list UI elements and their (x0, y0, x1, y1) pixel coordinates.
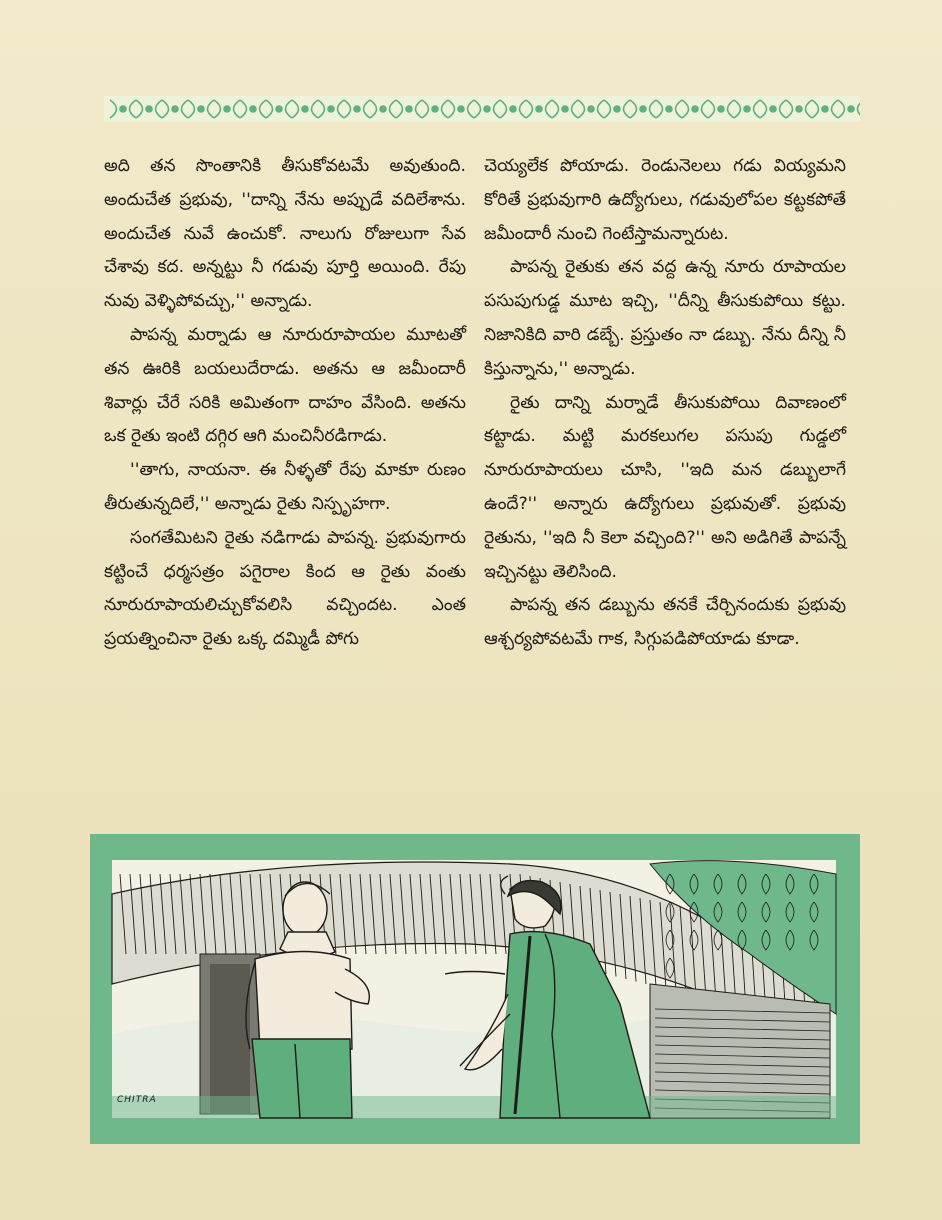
paragraph: అది తన సొంతానికి తీసుకోవటమే అవుతుంది. అందుచేత ప్రభువు, ''దాన్ని నేను అప్పుడే వదిలేశాను. అందుచేత నువే ఉంచుకో. నాలుగు రోజులుగా సేవ చేశావు కద. అన్నట్టు నీ గడువు పూర్తి అయింది. రేపు నువు వెళ్ళిపోవచ్చు,'' అన్నాడు. (104, 156, 466, 312)
paragraph: ''తాగు, నాయనా. ఈ నీళ్ళతో రేపు మాకూ రుణం తీరుతున్నదిలే,'' అన్నాడు రైతు నిస్పృహగా. (104, 460, 466, 514)
paragraph: పాపన్న రైతుకు తన వద్ద ఉన్న నూరు రూపాయల పసుపుగుడ్డ మూట ఇచ్చి, ''దీన్ని తీసుకుపోయి కట్టు. నిజానికిది వారి డబ్బే. ప్రస్తుతం నా డబ్బు. నేను దీన్ని నీ కిస్తున్నాను,'' అన్నాడు. (484, 257, 846, 379)
paragraph: రైతు దాన్ని మర్నాడే తీసుకుపోయి దివాణంలో కట్టాడు. మట్టి మరకలుగల పసుపు గుడ్డలో నూరురూపాయలు చూసి, ''ఇది మన డబ్బులాగే ఉందే?'' అన్నారు ఉద్యోగులు ప్రభువుతో. ప్రభువు రైతును, ''ఇది నీ కెలా వచ్చింది?'' అని అడిగితే పాపన్నే ఇచ్చినట్టు తెలిసింది. (484, 392, 846, 582)
paragraph: పాపన్న తన డబ్బును తనకే చేర్చినందుకు ప్రభువు ఆశ్చర్యపోవటమే గాక, సిగ్గుపడిపోయాడు కూడా. (484, 595, 846, 650)
ornament-band-icon (104, 96, 860, 122)
story-illustration (90, 834, 860, 1144)
paragraph: చెయ్యలేక పోయాడు. రెండునెలలు గడు వియ్యమని కోరితే ప్రభువుగారి ఉద్యోగులు, గడువులోపల కట్టకపోతే జమీందారీ నుంచి గెంటేస్తామన్నారుట. (484, 156, 846, 244)
paragraph: పాపన్న మర్నాడు ఆ నూరురూపాయల మూటతో తన ఊరికి బయలుదేరాడు. అతను ఆ జమీందారీ శివార్లు చేరే సరికి అమితంగా దాహం వేసింది. అతను ఒక రైతు ఇంటి దగ్గిర ఆగి మంచినీరడిగాడు. (104, 324, 466, 447)
illustration-scene-icon (90, 834, 860, 1144)
left-column (104, 150, 466, 657)
paragraph: సంగతేమిటని రైతు నడిగాడు పాపన్న. ప్రభువుగారు కట్టించే ధర్మసత్రం పగైరాల కింద ఆ రైతు వంతు నూరురూపాయలిచ్చుకోవలిసి వచ్చిందట. ఎంత ప్రయత్నించినా రైతు ఒక్క దమ్మిడీ పోగు (104, 527, 466, 650)
right-column (484, 150, 846, 657)
decorative-border (104, 96, 860, 122)
artist-signature: CHITRA (117, 1095, 157, 1105)
